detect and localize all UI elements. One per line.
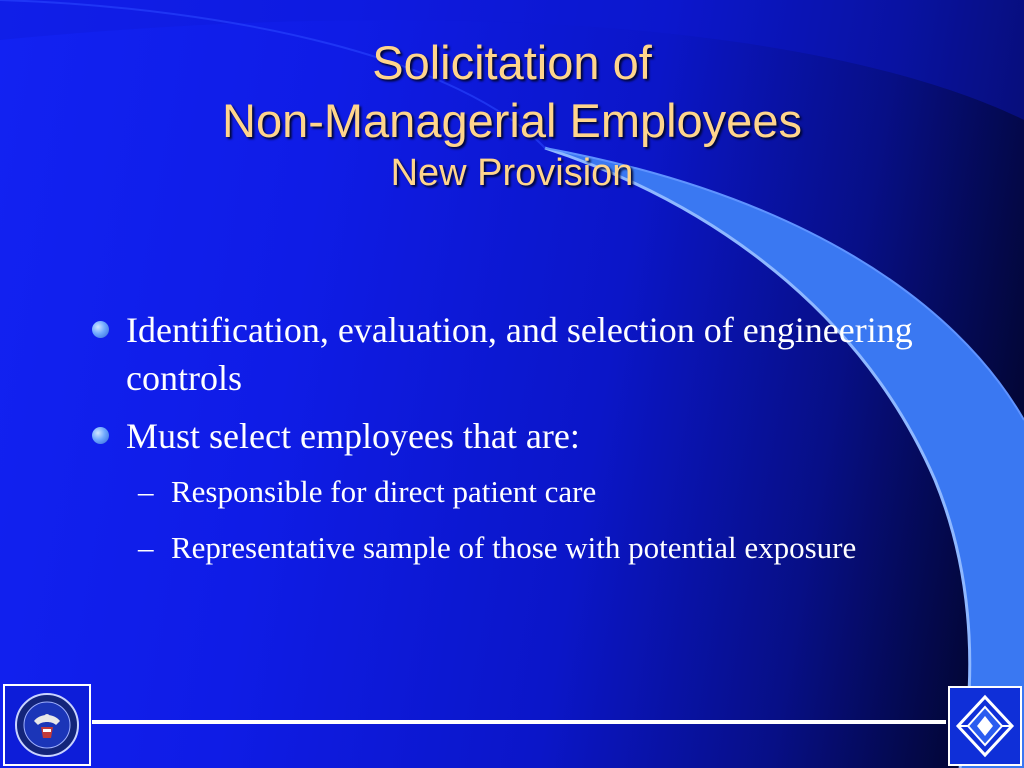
logo-frame (948, 686, 1022, 766)
bullet-list (88, 306, 928, 582)
dash-marker: – (138, 530, 154, 565)
title-block (0, 34, 1024, 198)
bullet-dot-icon (92, 427, 109, 444)
bullet-text: Must select employees that are: (126, 416, 580, 456)
sub-bullet-text: Representative sample of those with potential exposure (171, 530, 857, 565)
slide-title-line2: Non-Managerial Employees (222, 94, 802, 147)
sub-bullet-item (88, 526, 928, 570)
bullet-item (88, 306, 928, 402)
bullet-text: Identification, evaluation, and selection of engineering controls (126, 310, 913, 398)
slide-title: Solicitation of (372, 36, 652, 89)
dash-marker: – (138, 474, 154, 509)
diamond-logo-icon (954, 693, 1016, 759)
bullet-dot-icon (92, 321, 109, 338)
department-seal-icon (10, 691, 84, 759)
seal-frame (3, 684, 91, 766)
sub-bullet-item (88, 470, 928, 514)
bullet-item (88, 412, 928, 460)
sub-bullet-text: Responsible for direct patient care (171, 474, 597, 509)
slide-subtitle: New Provision (390, 152, 634, 194)
footer-divider (92, 720, 946, 724)
